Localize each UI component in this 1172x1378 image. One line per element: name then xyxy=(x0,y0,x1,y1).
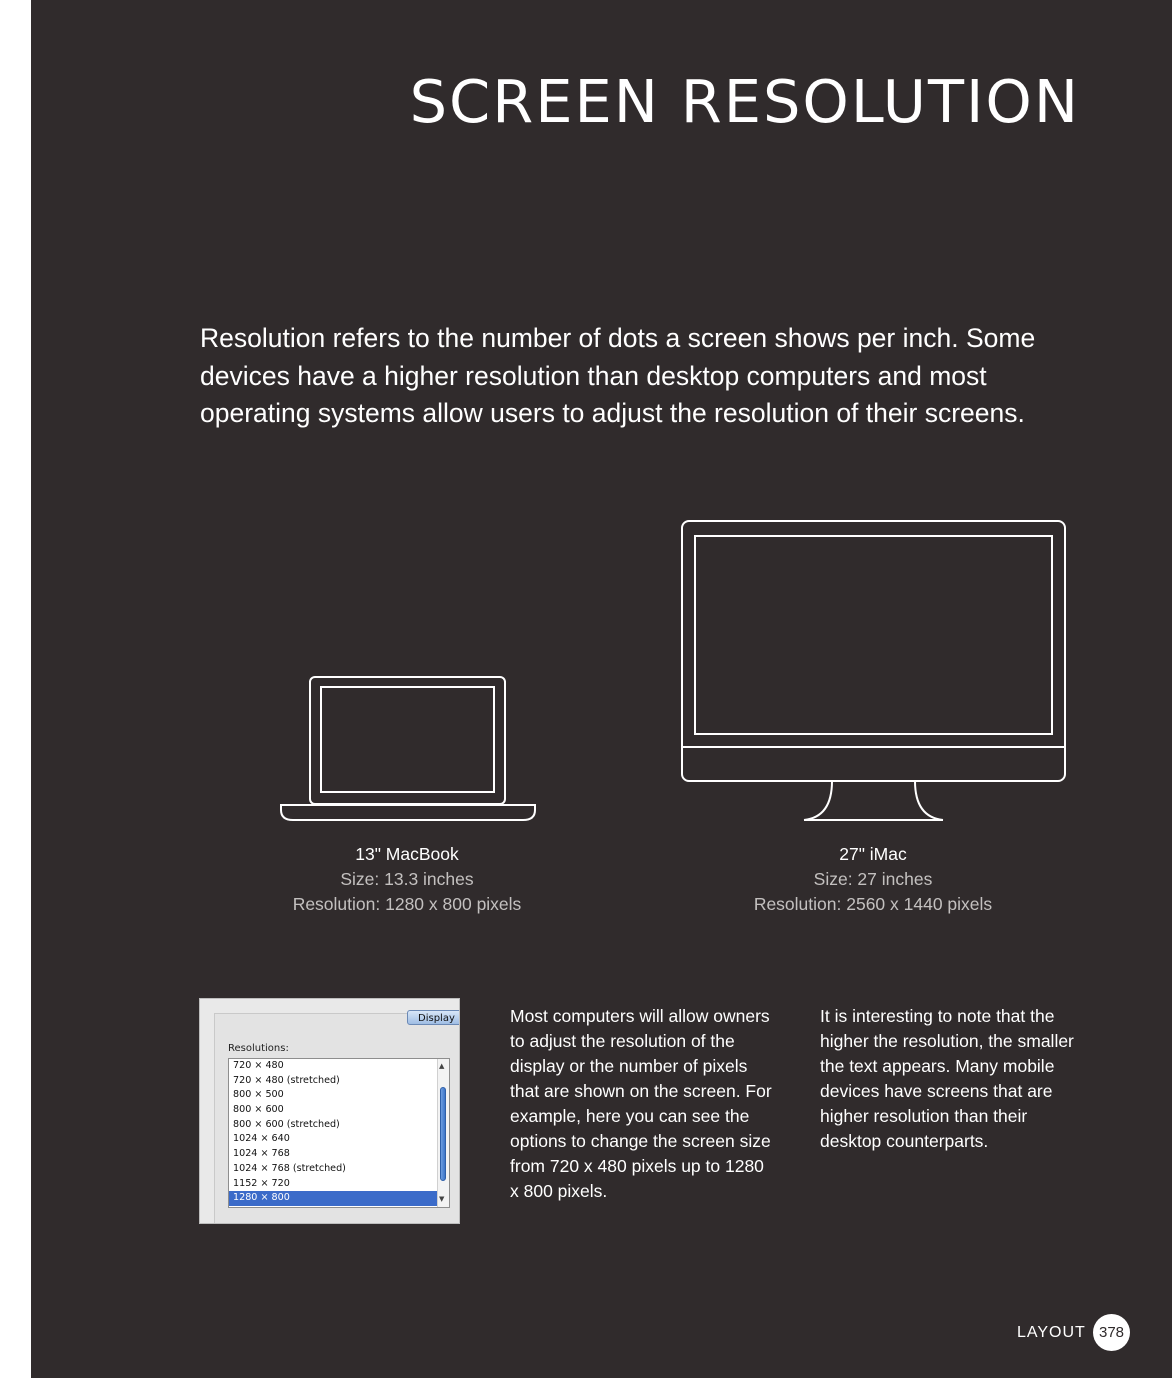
resolutions-list xyxy=(228,1058,450,1208)
device-size: Size: 27 inches xyxy=(813,869,933,889)
list-item: 720 × 480 xyxy=(233,1060,284,1071)
list-item: 800 × 600 (stretched) xyxy=(233,1118,340,1130)
laptop-icon xyxy=(279,675,537,823)
left-column-text: Most computers will allow owners to adjust the resolution of the display or the number of pixels that are shown on the screen. For example, here you can see the options to change the screen size from 720 x 480 pixels up to 1280 x 800 pixels. xyxy=(510,1006,772,1201)
page-number: 378 xyxy=(1093,1314,1130,1351)
scrollbar xyxy=(437,1059,449,1207)
list-item: 1152 × 720 xyxy=(233,1177,290,1189)
device-name: 13" MacBook xyxy=(355,844,459,864)
device-name: 27" iMac xyxy=(839,844,907,864)
section-label: LAYOUT xyxy=(1017,1324,1086,1341)
scroll-up-icon: ▲ xyxy=(439,1062,445,1070)
page xyxy=(31,0,1172,1378)
device-resolution: Resolution: 1280 x 800 pixels xyxy=(292,894,522,914)
macbook-caption xyxy=(267,842,547,917)
device-resolution: Resolution: 2560 x 1440 pixels xyxy=(753,894,993,914)
device-size: Size: 13.3 inches xyxy=(340,869,474,889)
right-column-text: It is interesting to note that the higher the resolution, the smaller the text appears. Many mobile devices have screens that are higher resolution than their desktop counterparts. xyxy=(820,1006,1074,1151)
selected-list-item: 1280 × 800 xyxy=(229,1191,437,1206)
desktop-monitor-icon xyxy=(681,520,1067,824)
list-item: 1024 × 640 xyxy=(233,1133,290,1145)
list-item: 800 × 600 xyxy=(233,1104,284,1116)
list-item: 1024 × 768 (stretched) xyxy=(233,1162,346,1174)
scroll-down-icon: ▼ xyxy=(439,1195,445,1203)
scroll-thumb xyxy=(440,1087,446,1181)
imac-caption xyxy=(723,842,1023,917)
list-item: 800 × 500 xyxy=(233,1089,284,1101)
resolutions-label: Resolutions: xyxy=(228,1043,289,1054)
intro-paragraph: Resolution refers to the number of dots a screen shows per inch. Some devices have a higher resolution than desktop computers and most operating systems allow users to adjust the resolution of their screens. xyxy=(200,323,1036,428)
display-tab: Display xyxy=(407,1010,460,1025)
list-item: 1024 × 768 xyxy=(233,1148,290,1160)
list-item: 720 × 480 (stretched) xyxy=(233,1074,340,1086)
resolution-settings-screenshot xyxy=(199,998,460,1224)
page-title: SCREEN RESOLUTION xyxy=(409,67,1080,136)
